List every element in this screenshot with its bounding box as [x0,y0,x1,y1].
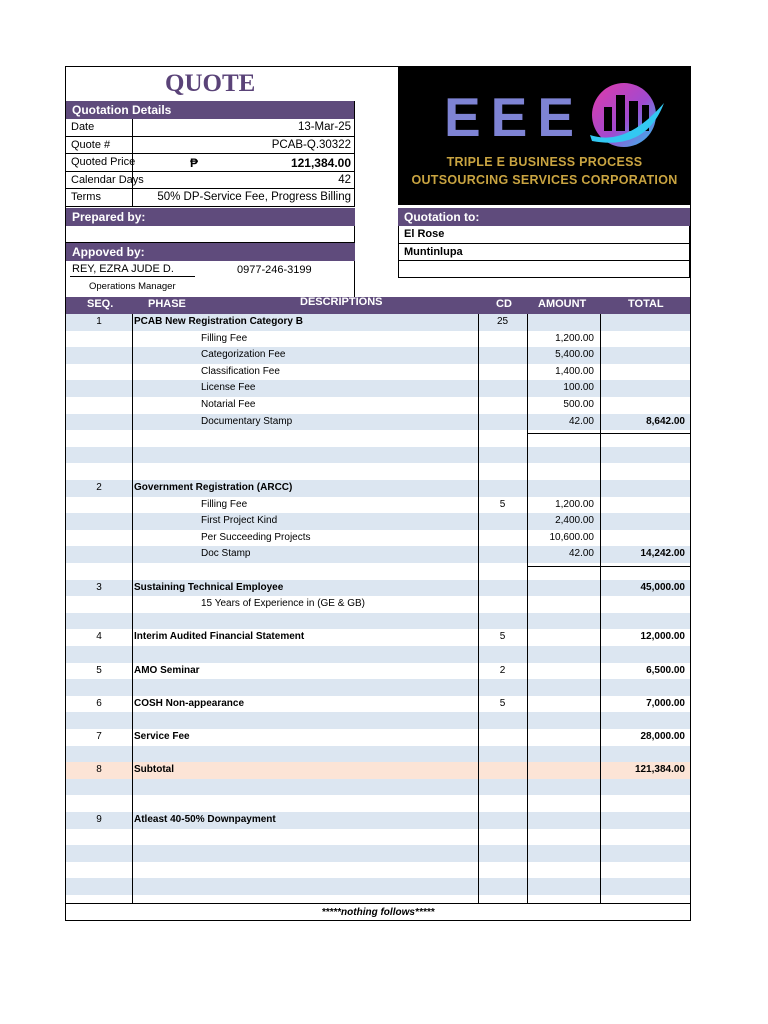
cell-total: 45,000.00 [640,581,685,593]
prepared-by-header: Prepared by: [66,208,355,226]
table-row [66,331,690,348]
cell-description: 15 Years of Experience in (GE & GB) [201,598,365,610]
table-row [66,314,690,331]
cell-amount: 1,200.00 [555,332,594,344]
header-seq: SEQ. [87,298,114,310]
column-divider-cd [478,314,479,903]
quote-number-label: Quote # [71,138,111,151]
cell-description: Filling Fee [201,498,248,510]
cell-phase: Sustaining Technical Employee [134,581,284,593]
cell-cd: 5 [499,631,506,643]
column-divider-total [600,314,601,903]
cell-phase: Interim Audited Financial Statement [134,631,305,643]
cell-seq: 4 [96,631,102,643]
cell-cd: 25 [496,316,509,327]
logo-letters: EEE [444,86,585,148]
cell-seq: 5 [96,664,102,676]
cell-description: Documentary Stamp [201,415,293,427]
terms-row [66,189,354,207]
company-logo [398,67,691,205]
approver-phone: 0977-246-3199 [237,264,312,276]
table-row [66,679,690,696]
client-name: El Rose [404,228,445,240]
client-location: Muntinlupa [404,245,463,258]
section1-total-rule [527,433,690,434]
section2-total-rule [527,566,690,567]
cell-amount: 500.00 [563,399,594,410]
table-row [66,878,690,895]
cell-phase: COSH Non-appearance [134,697,245,709]
quote-number-value: PCAB-Q.30322 [271,138,351,151]
prepared-by-field [66,226,355,243]
cell-amount: 100.00 [563,382,594,394]
cell-amount: 1,200.00 [555,498,594,510]
header-amount: AMOUNT [538,298,587,310]
column-divider-amount [527,314,528,903]
cell-description: Per Succeeding Projects [201,531,311,543]
table-row [66,613,690,630]
approver-underline [70,276,195,277]
table-row [66,779,690,796]
page-title: QUOTE [165,70,256,97]
cell-phase: Government Registration (ARCC) [134,482,293,493]
approved-by-header: Appoved by: [66,243,355,261]
cell-description: Doc Stamp [201,548,251,560]
table-row [66,629,690,646]
terms-value: 50% DP-Service Fee, Progress Billing [157,191,351,204]
details-right-border [354,101,355,207]
date-value: 13-Mar-25 [297,121,351,133]
date-row [66,119,354,137]
cell-description: Filling Fee [201,332,248,344]
cell-amount: 5,400.00 [555,349,594,361]
table-row [66,746,690,763]
table-row [66,480,690,497]
cell-total: 7,000.00 [646,697,685,709]
cell-phase: Service Fee [134,731,190,742]
cell-seq: 6 [96,697,102,709]
cell-amount: 1,400.00 [555,365,594,377]
approved-right-border [354,261,355,297]
cell-cd: 2 [499,664,506,676]
nothing-follows-note: *****nothing follows***** [66,903,690,920]
table-row [66,347,690,364]
cell-phase: AMO Seminar [134,664,200,676]
cell-total: 28,000.00 [640,731,685,742]
cell-amount: 42.00 [568,548,594,560]
cell-description: License Fee [201,382,256,394]
cell-total: 14,242.00 [640,548,685,560]
company-name-line2: OUTSOURCING SERVICES CORPORATION [411,173,678,187]
details-header: Quotation Details [66,101,355,119]
table-row [66,729,690,746]
table-header [66,297,690,314]
peso-sign: ₱ [190,156,199,171]
header-cd: CD [496,298,512,310]
quotation-to-header: Quotation to: [398,208,690,226]
table-row [66,580,690,597]
table-row [66,829,690,846]
table-row [66,845,690,862]
cell-seq: 1 [96,316,102,327]
table-row [66,513,690,530]
header-phase: PHASE [148,298,186,310]
company-name-line1: TRIPLE E BUSINESS PROCESS [446,155,643,169]
quote-number-row [66,137,354,155]
quoted-price-value: 121,384.00 [290,156,351,171]
cell-seq: 2 [96,482,102,493]
table-row [66,795,690,812]
building-chart-icon [586,77,668,157]
cell-total: 8,642.00 [646,415,685,427]
calendar-days-label: Calendar Days [71,173,144,186]
cell-seq: 7 [96,731,102,742]
terms-label: Terms [71,191,101,204]
header-total: TOTAL [628,298,664,310]
cell-seq: 8 [96,764,102,776]
cell-description: Categorization Fee [201,349,286,361]
table-row [66,364,690,381]
cell-total: 121,384.00 [634,764,685,776]
cell-phase: Atleast 40-50% Downpayment [134,814,276,825]
client-location-row [398,244,690,262]
table-row [66,497,690,514]
cell-seq: 3 [96,581,102,593]
date-label: Date [71,121,95,133]
column-divider-phase [132,314,133,903]
table-row [66,696,690,713]
header-descriptions: DESCRIPTIONS [300,296,383,308]
table-row [66,646,690,663]
cell-amount: 2,400.00 [555,515,594,527]
cell-description: First Project Kind [201,515,278,527]
table-row [66,712,690,729]
quoted-price-label: Quoted Price [71,156,136,169]
table-row [66,397,690,414]
table-row [66,530,690,547]
approver-role: Operations Manager [89,281,176,292]
table-row [66,414,690,431]
cell-amount: 42.00 [568,415,594,427]
calendar-days-row [66,172,354,190]
cell-phase: Subtotal [134,764,174,776]
cell-cd: 5 [499,697,506,709]
table-row [66,463,690,480]
table-row [66,380,690,397]
table-row [66,546,690,563]
calendar-days-value: 42 [338,173,351,186]
cell-description: Notarial Fee [201,399,256,410]
table-row [66,862,690,879]
table-row [66,596,690,613]
cell-phase: PCAB New Registration Category B [134,316,303,327]
cell-seq: 9 [96,814,102,825]
cell-cd: 5 [499,498,506,510]
cell-amount: 10,600.00 [549,531,594,543]
table-row [66,762,690,779]
table-row [66,812,690,829]
quoted-price-row [66,154,354,172]
cell-total: 6,500.00 [646,664,685,676]
table-row [66,663,690,680]
table-row [66,447,690,464]
cell-total: 12,000.00 [640,631,685,643]
approver-name: REY, EZRA JUDE D. [72,263,174,275]
cell-description: Classification Fee [201,365,280,377]
client-name-row [398,226,690,244]
